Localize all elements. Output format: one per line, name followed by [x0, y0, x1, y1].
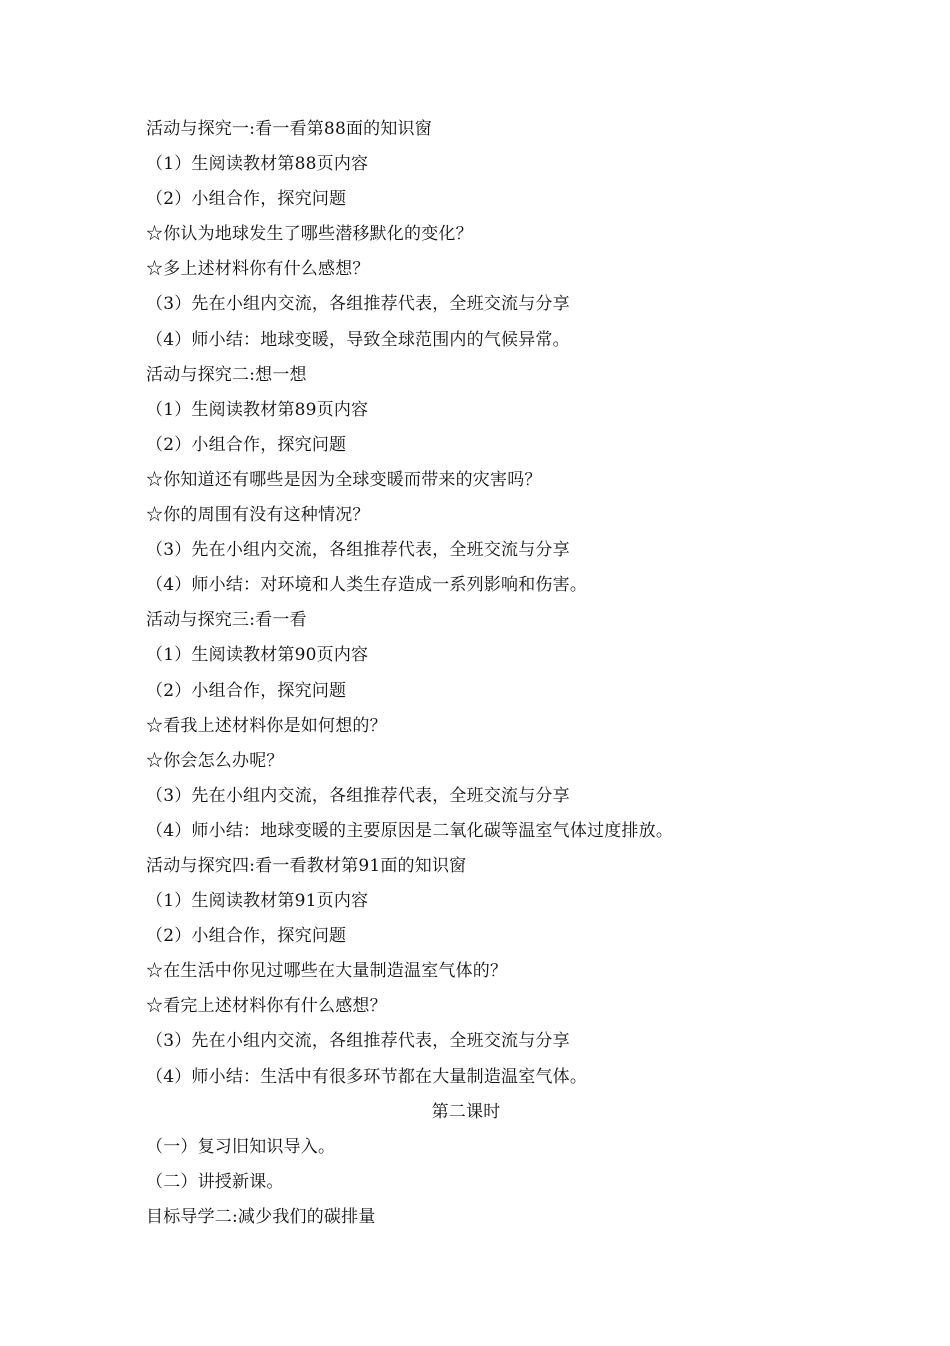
activity-3-step-2: （2）小组合作，探究问题	[146, 680, 347, 701]
objective-heading: 目标导学二:减少我们的碳排量	[146, 1206, 376, 1227]
activity-1-step-1: （1）生阅读教材第88页内容	[146, 154, 369, 175]
activity-1-step-3: （3）先在小组内交流，各组推荐代表，全班交流与分享	[146, 294, 570, 315]
new-lesson-item: （二）讲授新课。	[146, 1171, 284, 1192]
activity-4-question-2: ☆看完上述材料你有什么感想？	[146, 996, 387, 1017]
activity-2-question-1: ☆你知道还有哪些是因为全球变暖而带来的灾害吗？	[146, 469, 542, 490]
activity-1-summary: （4）师小结：地球变暖，导致全球范围内的气候异常。	[146, 329, 570, 350]
activity-2-summary: （4）师小结：对环境和人类生存造成一系列影响和伤害。	[146, 575, 588, 596]
activity-4-summary: （4）师小结：生活中有很多环节都在大量制造温室气体。	[146, 1066, 588, 1087]
activity-3-step-3: （3）先在小组内交流，各组推荐代表，全班交流与分享	[146, 785, 570, 806]
activity-2-question-2: ☆你的周围有没有这种情况？	[146, 505, 370, 526]
review-item: （一）复习旧知识导入。	[146, 1136, 336, 1157]
activity-3-question-2: ☆你会怎么办呢？	[146, 750, 284, 771]
activity-3-question-1: ☆看我上述材料你是如何想的？	[146, 715, 387, 736]
activity-2-step-3: （3）先在小组内交流，各组推荐代表，全班交流与分享	[146, 540, 570, 561]
activity-1-question-2: ☆多上述材料你有什么感想？	[146, 259, 370, 280]
activity-4-heading: 活动与探究四:看一看教材第91面的知识窗	[146, 855, 467, 876]
activity-2-step-1: （1）生阅读教材第89页内容	[146, 399, 369, 420]
activity-4-step-1: （1）生阅读教材第91页内容	[146, 891, 369, 912]
activity-1-step-2: （2）小组合作，探究问题	[146, 189, 347, 210]
activity-4-step-2: （2）小组合作，探究问题	[146, 926, 347, 947]
activity-3-heading: 活动与探究三:看一看	[146, 610, 307, 631]
section-heading: 第二课时	[431, 1101, 501, 1122]
activity-3-step-1: （1）生阅读教材第90页内容	[146, 645, 369, 666]
document-body	[146, 112, 806, 1235]
activity-1-question-1: ☆你认为地球发生了哪些潜移默化的变化？	[146, 224, 473, 245]
activity-4-question-1: ☆在生活中你见过哪些在大量制造温室气体的？	[146, 961, 508, 982]
activity-2-heading: 活动与探究二:想一想	[146, 364, 307, 385]
activity-2-step-2: （2）小组合作，探究问题	[146, 434, 347, 455]
activity-4-step-3: （3）先在小组内交流，各组推荐代表，全班交流与分享	[146, 1031, 570, 1052]
activity-1-heading: 活动与探究一:看一看第88面的知识窗	[146, 119, 432, 139]
activity-3-summary: （4）师小结：地球变暖的主要原因是二氧化碳等温室气体过度排放。	[146, 820, 674, 841]
